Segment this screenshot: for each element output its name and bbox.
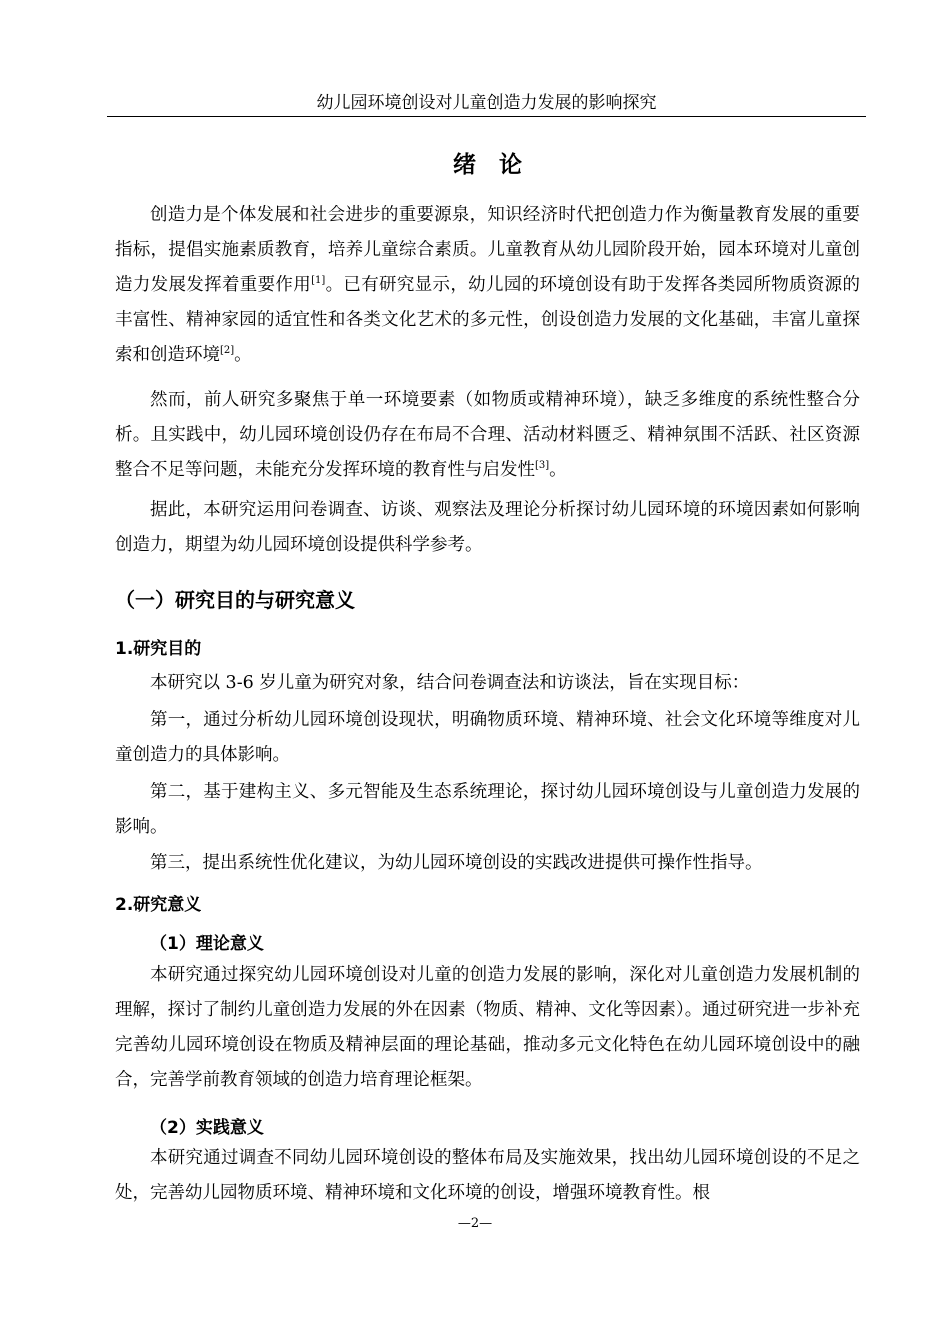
intro-paragraph-1-text-b: 。已有研究显示，幼儿园的环境创设有助于发挥各类园所物质资源的丰富性、精神家园的适宜性和各类文化艺术的多元性，创设创造力发展的文化基础，丰富儿童探索和创造环境	[115, 275, 860, 365]
citation-3[interactable]: [3]	[535, 460, 550, 472]
chapter-title: 绪 论	[453, 152, 522, 178]
section-heading: （一）研究目的与研究意义	[115, 588, 355, 612]
intro-paragraph-1-text-c: 。	[234, 345, 252, 365]
intro-paragraph-3: 据此，本研究运用问卷调查、访谈、观察法及理论分析探讨幼儿园环境的环境因素如何影响创造力，期望为幼儿园环境创设提供科学参考。	[115, 500, 860, 555]
practice-paragraph: 本研究通过调查不同幼儿园环境创设的整体布局及实施效果，找出幼儿园环境创设的不足之处，完善幼儿园物质环境、精神环境和文化环境的创设，增强环境教育性。根	[115, 1148, 860, 1203]
purpose-paragraph-4: 第三，提出系统性优化建议，为幼儿园环境创设的实践改进提供可操作性指导。	[150, 853, 763, 873]
intro-paragraph-2-text-b: 。	[549, 460, 567, 480]
intro-paragraph-1-text-a: 创造力是个体发展和社会进步的重要源泉，知识经济时代把创造力作为衡量教育发展的重要指标，提倡实施素质教育，培养儿童综合素质。儿童教育从幼儿园阶段开始，园本环境对儿童创造力发展发挥着重要作用	[115, 205, 860, 295]
intro-paragraph-1	[115, 198, 860, 373]
theory-paragraph: 本研究通过探究幼儿园环境创设对儿童的创造力发展的影响，深化对儿童创造力发展机制的理解，探讨了制约儿童创造力发展的外在因素（物质、精神、文化等因素）。通过研究进一步补充完善幼儿园环境创设在物质及精神层面的理论基础，推动多元文化特色在幼儿园环境创设中的融合，完善学前教育领域的创造力培育理论框架。	[115, 965, 860, 1090]
header-rule	[107, 116, 866, 117]
intro-paragraph-2	[115, 383, 860, 488]
purpose-paragraph-2: 第一，通过分析幼儿园环境创设现状，明确物质环境、精神环境、社会文化环境等维度对儿童创造力的具体影响。	[115, 710, 860, 765]
subsection-heading-significance: 2.研究意义	[115, 895, 202, 915]
subsection-heading-purpose: 1.研究目的	[115, 639, 202, 659]
page-number: —2—	[457, 1216, 493, 1231]
purpose-paragraph-1: 本研究以 3-6 岁儿童为研究对象，结合问卷调查法和访谈法，旨在实现目标：	[150, 673, 750, 693]
theory-heading: （1）理论意义	[150, 934, 264, 954]
practice-heading: （2）实践意义	[150, 1118, 264, 1138]
purpose-paragraph-3: 第二，基于建构主义、多元智能及生态系统理论，探讨幼儿园环境创设与儿童创造力发展的影响。	[115, 782, 860, 837]
running-header: 幼儿园环境创设对儿童创造力发展的影响探究	[316, 93, 657, 113]
intro-paragraph-2-text-a: 然而，前人研究多聚焦于单一环境要素（如物质或精神环境），缺乏多维度的系统性整合分析。且实践中，幼儿园环境创设仍存在布局不合理、活动材料匮乏、精神氛围不活跃、社区资源整合不足等问题，未能充分发挥环境的教育性与启发性	[115, 390, 860, 480]
citation-1[interactable]: [1]	[311, 275, 326, 287]
citation-2[interactable]: [2]	[220, 345, 235, 357]
